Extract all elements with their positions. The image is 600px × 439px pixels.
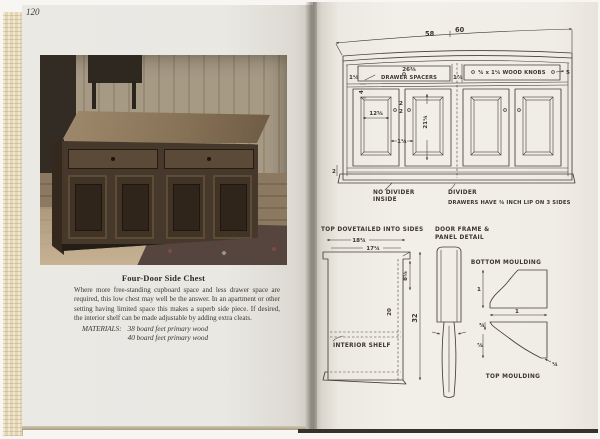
dim-rail-b: 2 xyxy=(399,109,403,115)
photo-chair-leg xyxy=(92,81,96,109)
door-knob-circle xyxy=(518,109,521,112)
photo-door xyxy=(68,175,107,239)
door-detail-drawing xyxy=(432,227,489,398)
materials-line: 38 board feet primary wood xyxy=(127,325,209,333)
photo-door xyxy=(115,175,154,239)
photo-chair xyxy=(88,55,142,83)
photo-drawer-knob xyxy=(111,157,115,161)
door-knob-circle xyxy=(394,109,397,112)
dim-depth: 20 xyxy=(387,308,393,316)
door-4 xyxy=(515,89,561,166)
photo-door xyxy=(166,175,205,239)
dim-overall-height: 32 xyxy=(411,313,419,323)
body-paragraph: Where more free-standing cupboard space and less drawer space are required, this low chest may well be the answer. In an apartment or other setting having limited space this makes a superb side piece. If desired, the interior shelf can be made adjustable by adding extra cleats. xyxy=(74,286,280,323)
knob-symbol xyxy=(552,71,555,74)
photo-chair-leg xyxy=(132,81,136,109)
dim-rail-a: 2 xyxy=(399,101,403,107)
dim-overall-width: 60 xyxy=(455,26,465,34)
photo-caption: Four-Door Side Chest xyxy=(121,273,206,283)
photo-chest-front xyxy=(62,141,258,251)
dim-inner-width: 58 xyxy=(425,30,435,38)
chest-photo xyxy=(40,55,287,265)
door-detail-title-2: PANEL DETAIL xyxy=(435,235,484,241)
photo-door-panel xyxy=(220,184,247,230)
label-drawer-spacers: DRAWER SPACERS xyxy=(381,75,438,81)
photo-door-panel xyxy=(75,184,102,230)
dim-spacer-left: 1⅛ xyxy=(349,75,359,81)
door-knob-circle xyxy=(504,109,507,112)
side-view-drawing xyxy=(321,227,424,384)
dim-panel-width: 12⅝ xyxy=(369,111,383,117)
left-page-bottom-edge xyxy=(22,426,306,430)
dim-drawer-height: 4 xyxy=(359,90,365,94)
photo-drawer xyxy=(68,149,158,170)
top-moulding-title: TOP MOULDING xyxy=(485,374,541,380)
dim-top-moulding-lip: ¼ xyxy=(552,362,558,368)
photo-chest-top xyxy=(52,111,270,143)
dim-inner-width-side: 17¼ xyxy=(366,246,380,252)
label-interior-shelf: INTERIOR SHELF xyxy=(333,343,391,349)
door-1 xyxy=(353,89,399,166)
dim-stile-width: 1¼ xyxy=(397,139,407,145)
photo-door-panel xyxy=(173,184,200,230)
dim-bottom-moulding-width: 1 xyxy=(515,309,519,315)
materials-label: MATERIALS: xyxy=(82,325,122,333)
materials-list xyxy=(82,325,208,343)
dim-door-height: 21¼ xyxy=(423,115,429,129)
label-wood-knobs: ¾ x 1¼ WOOD KNOBS xyxy=(478,70,546,76)
dim-knob-count: 5 xyxy=(566,70,570,76)
mouldings-drawing xyxy=(471,260,558,380)
dim-top-moulding-height: ⅞ xyxy=(477,343,483,349)
plans-page-drawing xyxy=(313,0,600,439)
note-no-divider-2: INSIDE xyxy=(373,197,397,203)
door-knob-circle xyxy=(408,109,411,112)
door-detail-title-1: DOOR FRAME & xyxy=(435,227,490,233)
book-page-edges xyxy=(3,12,23,436)
note-drawer-lips: DRAWERS HAVE ⅜ INCH LIP ON 3 SIDES xyxy=(448,200,571,206)
dim-upper-height: 8⅝ xyxy=(403,271,409,281)
photo-door xyxy=(213,175,252,239)
note-no-divider-1: NO DIVIDER xyxy=(373,190,415,196)
dim-top-width: 18¾ xyxy=(352,238,366,244)
door-3 xyxy=(463,89,509,166)
note-divider: DIVIDER xyxy=(448,190,477,196)
photo-drawer xyxy=(164,149,254,170)
dim-top-moulding-step: ¾ xyxy=(479,323,485,329)
dim-spacer-width: 26⅜ xyxy=(402,67,416,73)
knob-symbol xyxy=(472,71,475,74)
materials-line: 40 board feet primary wood xyxy=(127,334,209,342)
photo-door-panel xyxy=(122,184,149,230)
dim-base-height: 2 xyxy=(332,169,336,175)
bottom-moulding-title: BOTTOM MOULDING xyxy=(470,260,542,266)
page-number: 120 xyxy=(26,7,40,17)
dim-bottom-moulding-height: 1 xyxy=(477,287,481,293)
dim-spacer-right: 1⅞ xyxy=(453,75,463,81)
front-elevation-drawing xyxy=(332,26,575,206)
photo-drawer-knob xyxy=(207,157,211,161)
side-view-title: TOP DOVETAILED INTO SIDES xyxy=(321,227,424,233)
